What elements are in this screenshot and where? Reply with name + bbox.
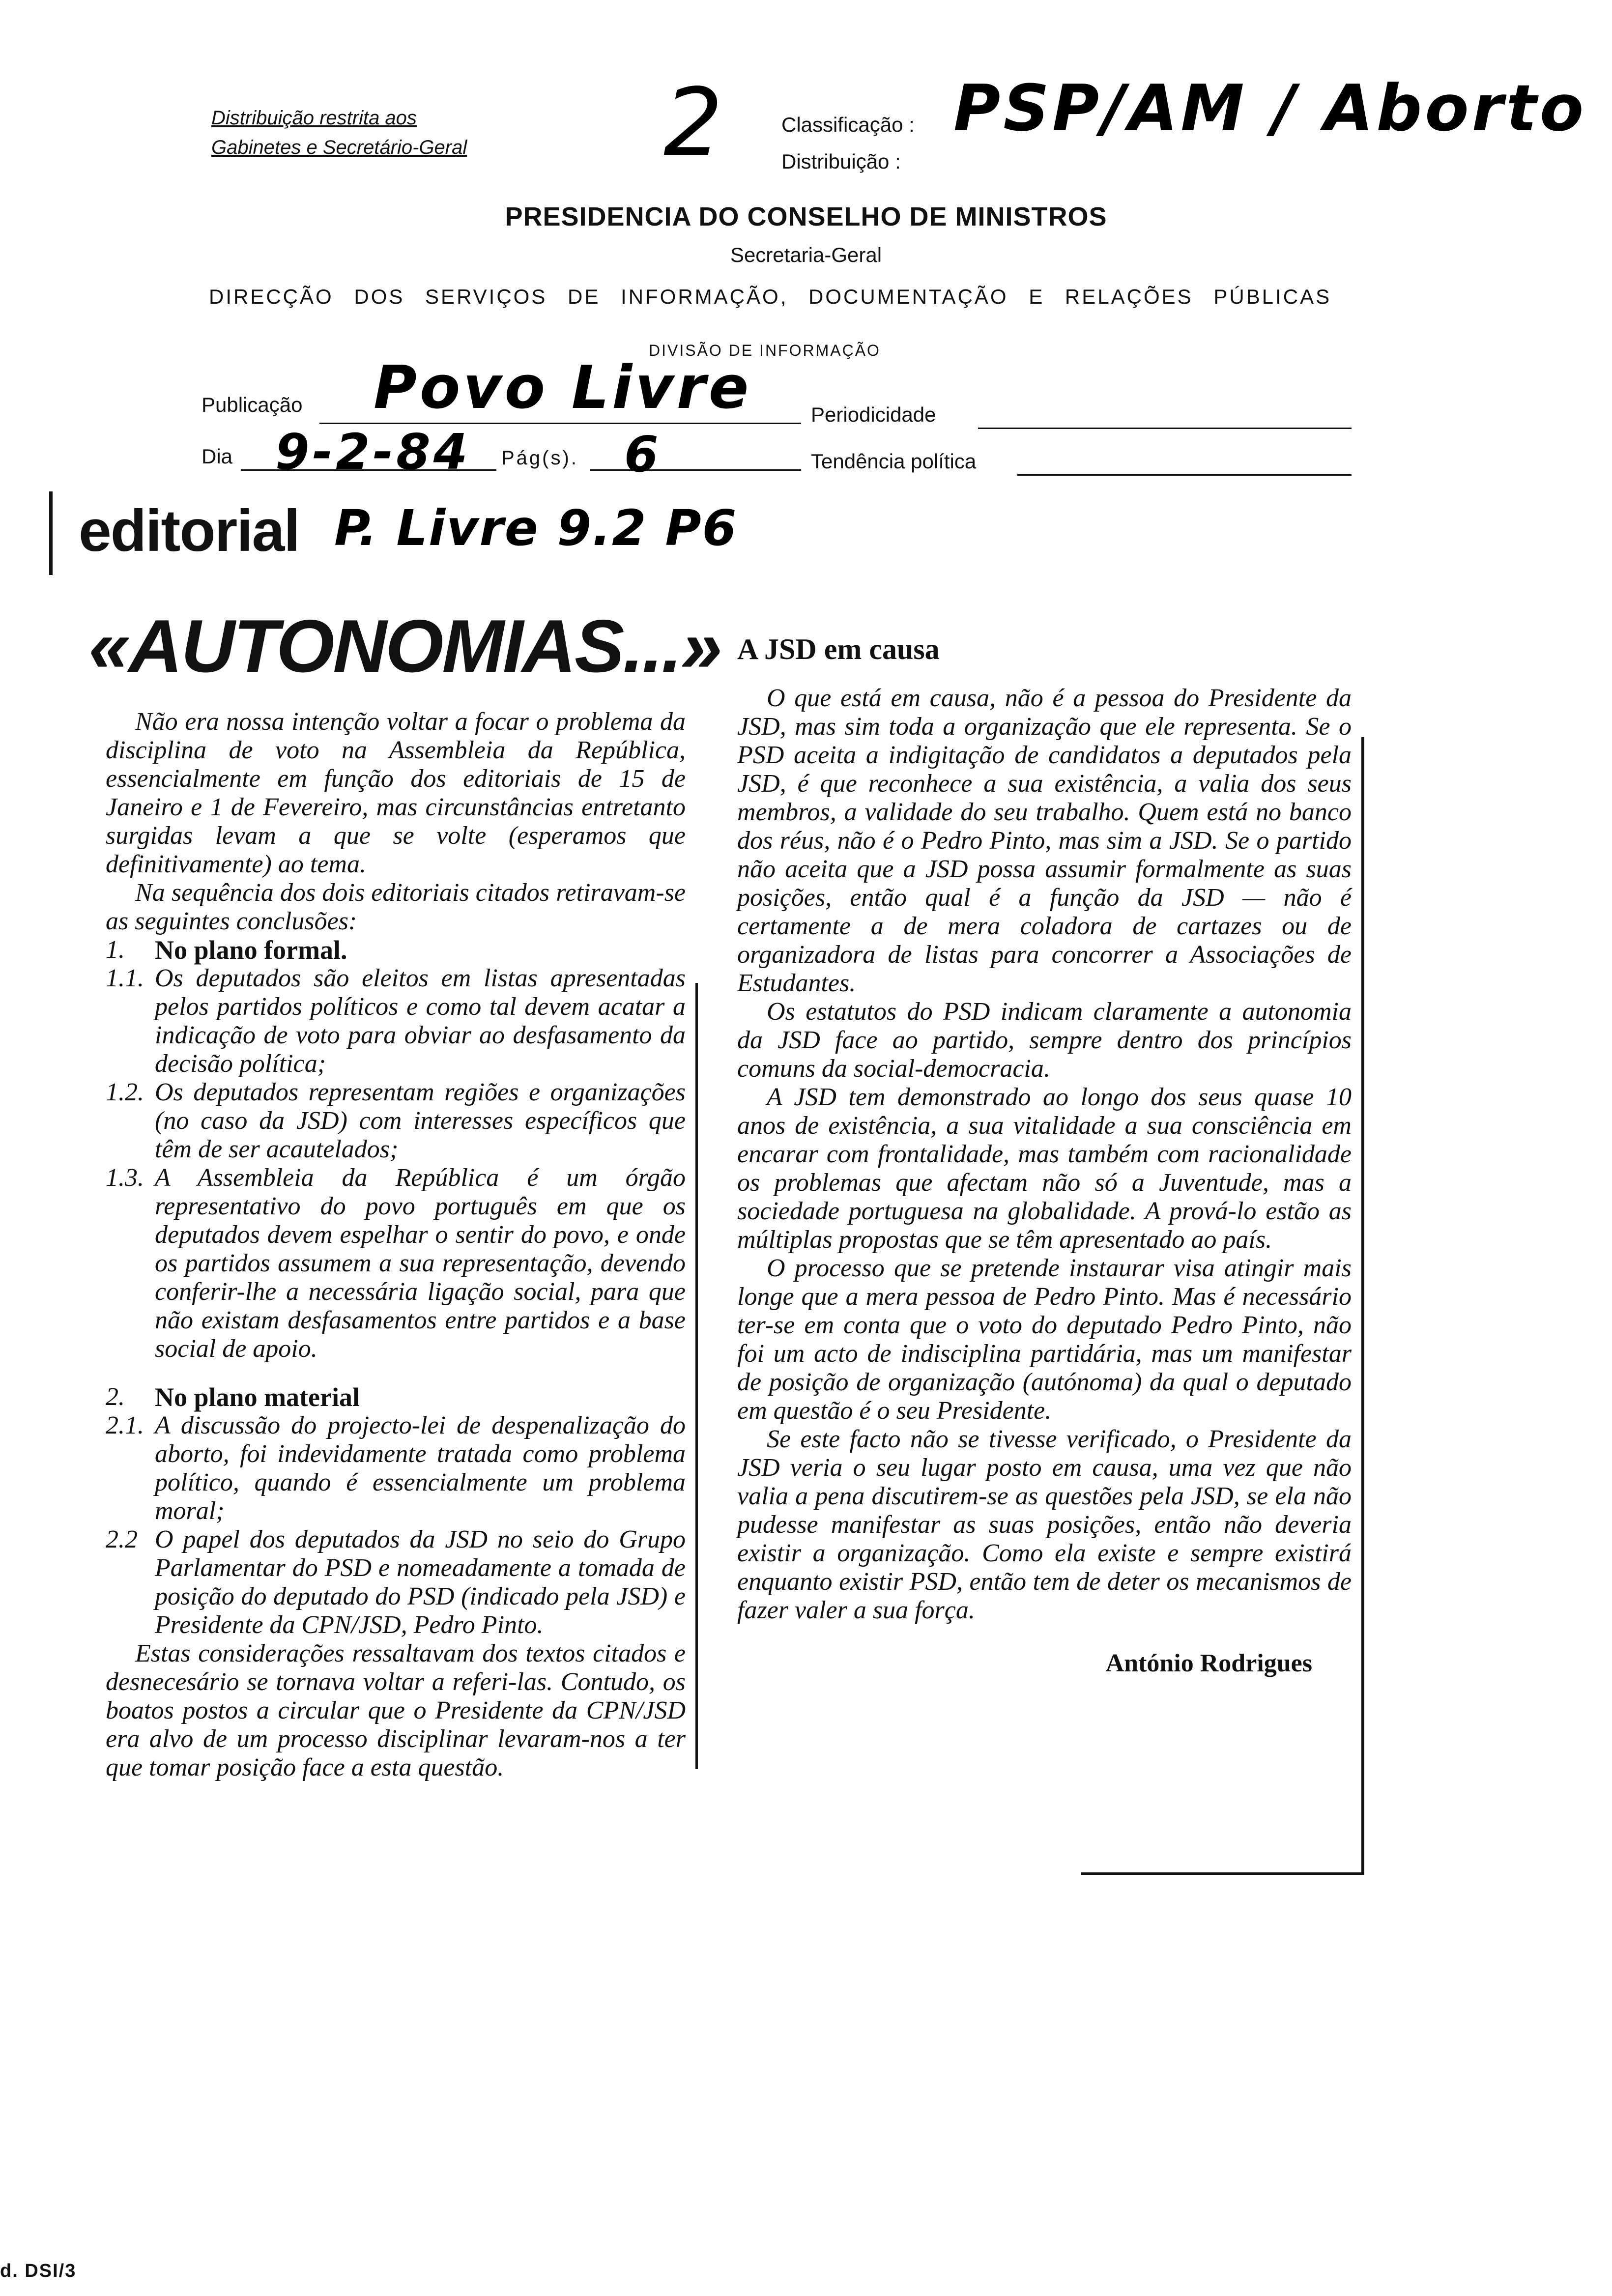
publication-value: Povo Livre: [374, 354, 752, 422]
tendency-field-line: [1017, 474, 1352, 476]
left-column-rule: [695, 983, 698, 1769]
distribution-notice: [211, 103, 565, 162]
intro-paragraph: Não era nossa intenção voltar a focar o problema da disciplina de voto na Assembleia da República, essencialmente em função dos editoriais de 15 de Janeiro e 1 de Fevereiro, mas circunstâncias entretanto surgidas levam a que se volte (esperamos que definitivamente) ao tema.: [106, 708, 686, 878]
item-number: 2.1.: [106, 1411, 144, 1439]
right-paragraph: O que está em causa, não é a pessoa do Presidente da JSD, mas sim toda a organização que ele representa. Se o PSD aceita a indigitação de candidatos a deputados pela JSD, é que reconhece a sua existência, a valia dos seus membros, a validade do seu trabalho. Quem está no banco dos réus, não é o Pedro Pinto, mas sim a JSD. Se o partido não aceita que a JSD possa assumir formalmente as suas posições, então qual é a função da JSD — não é certamente a de mera coladora de cartazes ou de organizadora de listas para concorrer a Associações de Estudantes.: [737, 684, 1352, 997]
left-closing-paragraph: Estas considerações ressaltavam dos textos citados e desnecesário se tornava voltar a referi-las. Contudo, os boatos postos a circular que o Presidente da CPN/JSD era alvo de um processo disciplinar levaram-nos a ter que tomar posição face a esta questão.: [106, 1639, 686, 1781]
point-2-title: No plano material: [155, 1382, 360, 1412]
right-paragraph: Os estatutos do PSD indicam claramente a autonomia da JSD face ao partido, sempre dentro dos princípios comuns da social-democracia.: [737, 998, 1352, 1083]
day-value: 9-2-84: [275, 423, 471, 481]
item-number: 1.3.: [106, 1164, 144, 1192]
item-number: 1.1.: [106, 964, 144, 992]
article-title: «AUTONOMIAS...»: [88, 604, 721, 688]
item-text: Os deputados representam regiões e organizações (no caso da JSD) com interesses específicos que têm de ser acautelados;: [155, 1078, 686, 1163]
left-margin-rule: [49, 491, 53, 575]
handwritten-note: P. Livre 9.2 P6: [334, 499, 738, 557]
list-item: [106, 1411, 686, 1525]
point-1-heading: [106, 936, 686, 964]
publication-label: Publicação: [202, 393, 303, 416]
right-paragraph: O processo que se pretende instaurar visa atingir mais longe que a mera pessoa de Pedro Pinto. Mas é necessário ter-se em conta que o voto do deputado Pedro Pinto, não foi um acto de indisciplina partidária, mas um manifestar de posição de organização (autónoma) da qual o deputado em questão é o seu Presidente.: [737, 1254, 1352, 1425]
section-label: editorial: [79, 498, 299, 564]
distribution-line-2: Gabinetes e Secretário-Geral: [211, 137, 467, 158]
author: António Rodrigues: [1105, 1649, 1312, 1677]
org-title: PRESIDENCIA DO CONSELHO DE MINISTROS: [505, 202, 1107, 231]
item-text: A discussão do projecto-lei de despenalização do aborto, foi indevidamente tratada como problema político, quando é essencialmente um problema moral;: [155, 1411, 686, 1525]
day-label: Dia: [202, 445, 233, 468]
bottom-rule: [1081, 1872, 1364, 1875]
point-2-heading: [106, 1383, 686, 1411]
list-item: [106, 1164, 686, 1363]
classification-handwritten: PSP/AM / Aborto: [953, 71, 1587, 145]
right-column-rule: [1361, 737, 1364, 1872]
division: DIVISÃO DE INFORMAÇÃO: [649, 342, 881, 359]
point-1-title: No plano formal.: [155, 935, 347, 965]
distribution-label: Distribuição :: [781, 150, 901, 173]
point-2-number: 2.: [106, 1383, 125, 1411]
right-heading: A JSD em causa: [737, 633, 940, 665]
tendency-label: Tendência política: [811, 450, 977, 473]
list-item: [106, 964, 686, 1078]
periodicity-label: Periodicidade: [811, 403, 936, 426]
classification-label: Classificação :: [781, 113, 915, 136]
list-item: [106, 1078, 686, 1164]
pages-label: Pág(s).: [501, 447, 578, 469]
copy-number: 2: [663, 68, 726, 177]
pages-field-line: [590, 469, 801, 471]
item-text: O papel dos deputados da JSD no seio do Grupo Parlamentar do PSD e nomeadamente a tomada de posição do deputado do PSD (indicado pela JSD) e Presidente da CPN/JSD, Pedro Pinto.: [155, 1525, 686, 1639]
distribution-line-1: Distribuição restrita aos: [211, 107, 417, 129]
conclusions-intro: Na sequência dos dois editoriais citados retiravam-se as seguintes conclusões:: [106, 879, 686, 935]
item-text: A Assembleia da República é um órgão representativo do povo português em que os deputados devem espelhar o sentir do povo, e onde os partidos assumem a sua representação, devendo conferir-lhe a necessária ligação social, para que não existam desfasamentos entre partidos e a base social de apoio.: [155, 1164, 686, 1363]
list-item: [106, 1525, 686, 1639]
periodicity-field-line: [978, 428, 1352, 429]
right-paragraph: Se este facto não se tivesse verificado, o Presidente da JSD veria o seu lugar posto em causa, uma vez que não valia a pena discutirem-se as questões pela JSD, se ela não pudesse manifestar as suas posições, então não deveria existir a organização. Como ela existe e sempre existirá enquanto existir PSD, então tem de deter os mecanismos de fazer valer a sua força.: [737, 1425, 1352, 1624]
item-number: 1.2.: [106, 1078, 144, 1106]
right-paragraph: A JSD tem demonstrado ao longo dos seus quase 10 anos de existência, a sua vitalidade a sua consciência em encarar com frontalidade, mas também com racionalidade os problemas que afectam não só a Juventude, mas a sociedade portuguesa na globalidade. A prová-lo estão as múltiplas propostas que se têm apresentado ao país.: [737, 1083, 1352, 1254]
item-text: Os deputados são eleitos em listas apresentadas pelos partidos políticos e como tal devem acatar a indicação de voto para obviar ao desfasamento da decisão política;: [155, 964, 686, 1078]
directorate: DIRECÇÃO DOS SERVIÇOS DE INFORMAÇÃO, DOCUMENTAÇÃO E RELAÇÕES PÚBLICAS: [209, 285, 1332, 308]
form-code: d. DSI/3: [0, 2261, 77, 2281]
left-column: [106, 708, 686, 1782]
pages-value: 6: [624, 426, 662, 483]
right-column: [737, 634, 1352, 1678]
item-number: 2.2: [106, 1525, 138, 1553]
point-1-number: 1.: [106, 936, 125, 964]
org-subtitle: Secretaria-Geral: [730, 243, 882, 266]
